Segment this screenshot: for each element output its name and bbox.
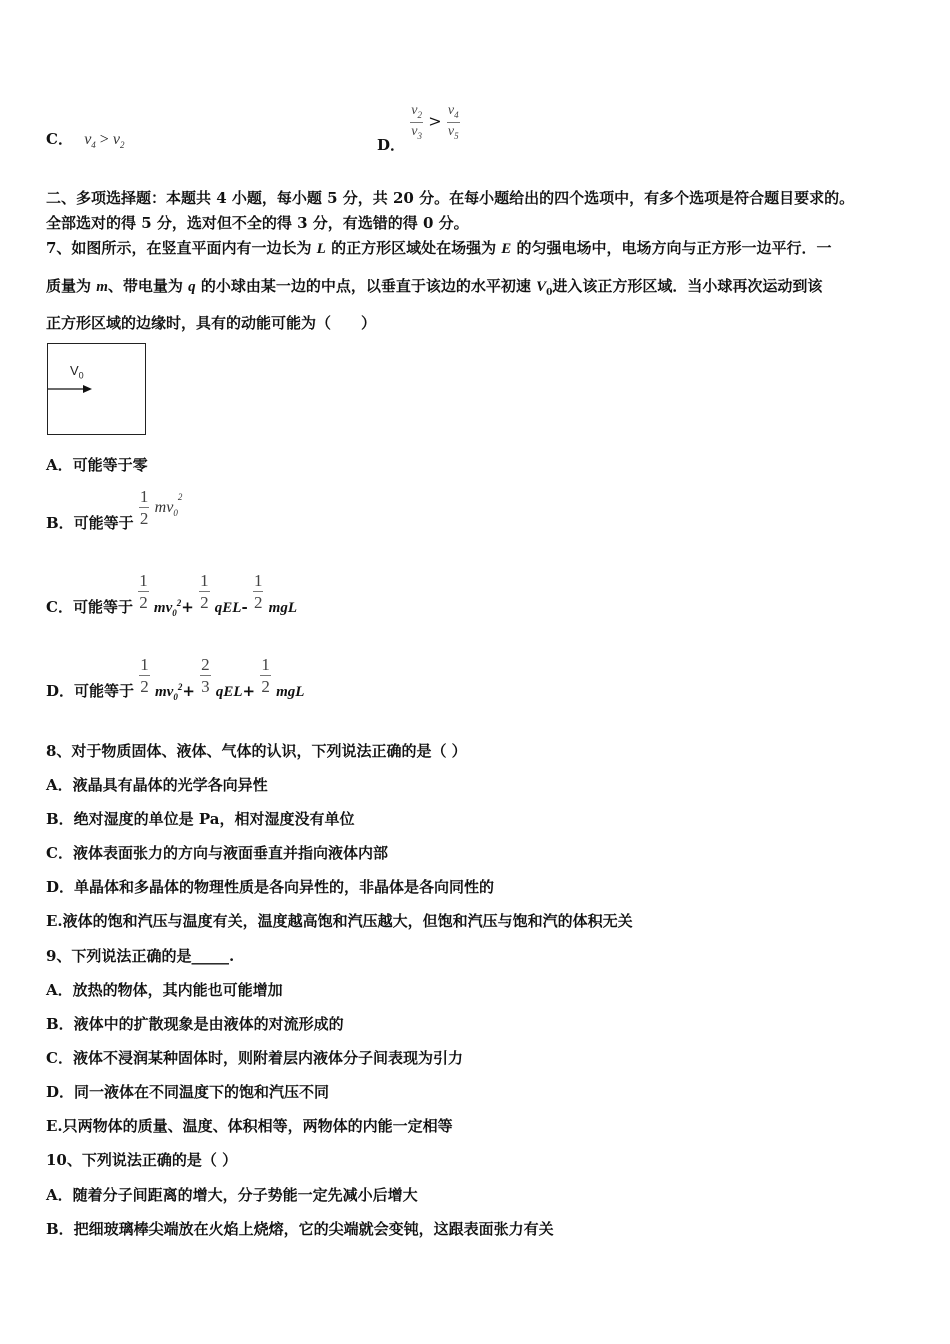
q7-stem-line3: 正方形区域的边缘时，具有的动能可能为（ ） <box>46 314 377 332</box>
q9-option-b: B．液体中的扩散现象是由液体的对流形成的 <box>46 1015 344 1033</box>
q10-option-a: A．随着分子间距离的增大，分子势能一定先减小后增大 <box>46 1186 418 1204</box>
q7-option-c: C．可能等于 $\frac{1}{2}$ $mv_0^2+$ $\frac{1}{2}$ qEL- $\frac{1}{2}$ mgL <box>46 571 298 618</box>
q7-c-fraction2: $\frac{1}{2}$ <box>200 571 209 612</box>
q6-option-c <box>46 128 124 150</box>
q6-option-d-frac2: $\frac{v_4}{v_5}$ <box>447 103 459 141</box>
q7-d-term2: qEL <box>215 684 243 700</box>
q7-option-d: D．可能等于 $\frac{1}{2}$ $mv_0^2+$ $\frac{2}{3}$ qEL+ $\frac{1}{2}$ mgL <box>46 655 305 702</box>
q9-option-a: A．放热的物体，其内能也可能增加 <box>46 981 283 999</box>
q8-option-a: A．液晶具有晶体的光学各向异性 <box>46 776 268 794</box>
q7-stem-line2: 质量为 m、带电量为 q 的小球由某一边的中点，以垂直于该边的水平初速 $V_0$进入该正方形区域．当小球再次运动到该 <box>46 277 823 298</box>
q10-option-b: B．把细玻璃棒尖端放在火焰上烧熔，它的尖端就会变钝，这跟表面张力有关 <box>46 1220 554 1238</box>
q7-c-term3: mgL <box>268 600 298 616</box>
q7-d-fraction3: $\frac{1}{2}$ <box>261 655 270 696</box>
q8-option-d: D．单晶体和多晶体的物理性质是各向异性的，非晶体是各向同性的 <box>46 878 495 896</box>
q7-stem-line1: 7、如图所示，在竖直平面内有一边长为 L 的正方形区域处在场强为 E 的匀强电场中，电场方向与正方形一边平行．一 <box>46 239 832 257</box>
q7-c-term2: qEL <box>214 600 242 616</box>
q9-stem: 9、下列说法正确的是_____. <box>46 947 235 965</box>
q7-c-fraction3: $\frac{1}{2}$ <box>253 571 263 612</box>
q8-option-b: B．绝对湿度的单位是 Pa，相对湿度没有单位 <box>46 810 355 828</box>
q7-d-term1: $mv_0^2$ <box>154 682 183 702</box>
q10-stem: 10、下列说法正确的是（ ） <box>46 1151 238 1169</box>
q7-d-fraction2: $\frac{2}{3}$ <box>201 655 210 696</box>
q8-option-e: E.液体的饱和汽压与温度有关，温度越高饱和汽压越大，但饱和汽压与饱和汽的体积无关 <box>46 912 633 930</box>
q8-option-c: C．液体表面张力的方向与液面垂直并指向液体内部 <box>46 844 388 862</box>
q6-option-d-frac1: $\frac{v_2}{v_3}$ <box>411 103 422 141</box>
q7-b-fraction: $\frac{1}{2}$ <box>139 487 149 528</box>
q7-c-term1: $mv_0^2$ <box>153 598 182 618</box>
q7-square-diagram <box>47 343 146 435</box>
q7-option-b: B．可能等于 $\frac{1}{2}$ $mv_0^2$ <box>46 487 183 532</box>
q6-option-d-label: D． <box>377 136 406 155</box>
q7-d-fraction1: $\frac{1}{2}$ <box>140 655 149 696</box>
q7-velocity-arrow-icon <box>48 344 144 433</box>
q9-option-c: C．液体不浸润某种固体时，则附着层内液体分子间表现为引力 <box>46 1049 463 1067</box>
q6-option-c-label: C． <box>46 130 73 148</box>
q7-d-term3: mgL <box>276 684 305 700</box>
section2-line2: 全部选对的得 5 分，选对但不全的得 3 分，有选错的得 0 分。 <box>46 214 469 232</box>
q7-option-a: A．可能等于零 <box>46 456 148 474</box>
q6-option-d <box>377 103 460 155</box>
q7-diagram-v0-label: $V_0$ <box>70 363 84 381</box>
q9-option-e: E.只两物体的质量、温度、体积相等，两物体的内能一定相等 <box>46 1117 453 1135</box>
q7-b-term: $mv_0^2$ <box>154 492 183 519</box>
q7-c-fraction1: $\frac{1}{2}$ <box>139 571 148 612</box>
q9-option-d: D．同一液体在不同温度下的饱和汽压不同 <box>46 1083 330 1101</box>
section2-line1: 二、多项选择题：本题共 4 小题，每小题 5 分，共 20 分。在每小题给出的四个选项中，有多个选项是符合题目要求的。 <box>46 189 855 207</box>
q8-stem: 8、对于物质固体、液体、气体的认识，下列说法正确的是（ ） <box>46 742 467 760</box>
q6-option-d-op: > <box>428 111 442 131</box>
q6-option-c-expr: $v_4 > v_2$ <box>84 131 125 151</box>
